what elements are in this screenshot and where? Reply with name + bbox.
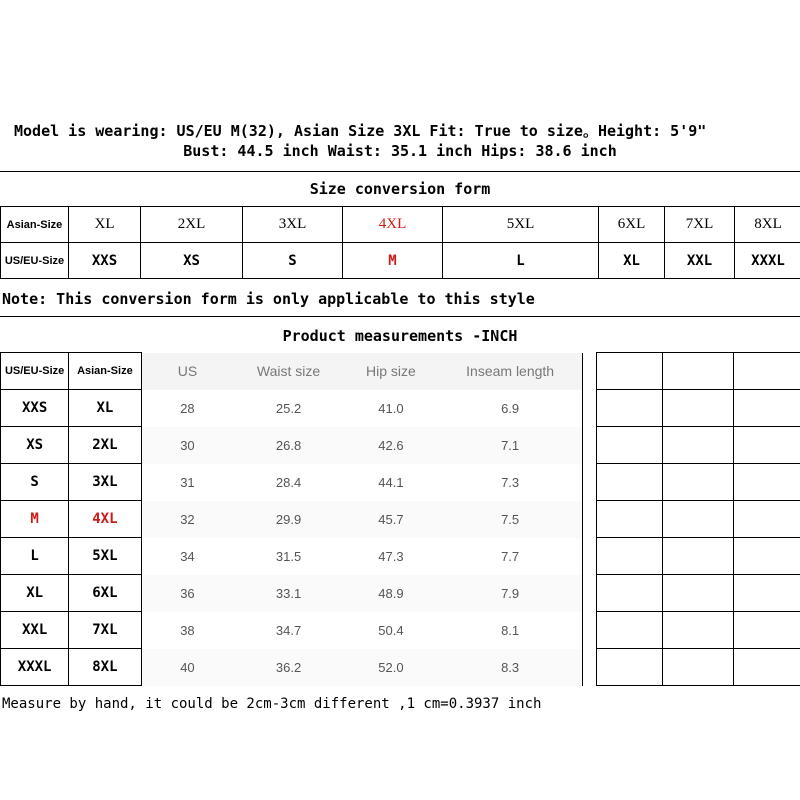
empty-cell <box>733 612 800 649</box>
hip-value: 50.4 <box>344 612 438 649</box>
asian-size-value: XL <box>69 390 141 427</box>
asian-size-value: 8XL <box>69 649 141 686</box>
empty-cell <box>583 390 597 427</box>
useu-size-cell: S <box>243 243 343 279</box>
empty-cell <box>663 464 733 501</box>
empty-cell <box>733 575 800 612</box>
empty-cell <box>597 464 663 501</box>
empty-cell <box>597 612 663 649</box>
hip-value: 47.3 <box>344 538 438 575</box>
us-value: 36 <box>141 575 233 612</box>
inseam-value: 7.7 <box>438 538 583 575</box>
asian-size-cell: 2XL <box>141 207 243 243</box>
hip-value: 52.0 <box>344 649 438 686</box>
measurements-row <box>1 612 800 649</box>
waist-value: 28.4 <box>233 464 343 501</box>
useu-size-value: L <box>1 538 69 575</box>
product-measurements-table <box>0 352 800 686</box>
us-value: 30 <box>141 427 233 464</box>
useu-size-label: US/EU-Size <box>1 243 69 279</box>
inseam-value: 6.9 <box>438 390 583 427</box>
empty-cell <box>583 649 597 686</box>
empty-cell <box>583 501 597 538</box>
empty-cell <box>597 538 663 575</box>
empty-cell <box>583 538 597 575</box>
useu-size-cell: XXXL <box>735 243 800 279</box>
waist-value: 31.5 <box>233 538 343 575</box>
waist-value: 33.1 <box>233 575 343 612</box>
inseam-value: 7.3 <box>438 464 583 501</box>
conversion-title: Size conversion form <box>0 171 800 207</box>
asian-size-cell-highlighted: 4XL <box>343 207 443 243</box>
useu-size-cell: L <box>443 243 599 279</box>
empty-cell <box>733 427 800 464</box>
useu-size-cell-highlighted: M <box>343 243 443 279</box>
empty-cell <box>733 464 800 501</box>
empty-cell <box>597 575 663 612</box>
asian-size-cell: 8XL <box>735 207 800 243</box>
hip-value: 48.9 <box>344 575 438 612</box>
useu-size-value: XXXL <box>1 649 69 686</box>
empty-cell <box>733 501 800 538</box>
body-measurements-line: Bust: 44.5 inch Waist: 35.1 inch Hips: 38.6 inch <box>183 142 617 160</box>
useu-size-row <box>1 243 800 279</box>
header-hip-size: Hip size <box>344 353 438 390</box>
empty-cell <box>583 353 597 390</box>
waist-value: 36.2 <box>233 649 343 686</box>
waist-value: 29.9 <box>233 501 343 538</box>
asian-size-value: 4XL <box>69 501 141 538</box>
useu-size-value: S <box>1 464 69 501</box>
hip-value: 42.6 <box>344 427 438 464</box>
header-us: US <box>141 353 233 390</box>
useu-size-value: XXL <box>1 612 69 649</box>
waist-value: 26.8 <box>233 427 343 464</box>
empty-cell <box>583 612 597 649</box>
measurements-header-row <box>1 353 800 390</box>
measurements-title: Product measurements -INCH <box>0 316 800 353</box>
hip-value: 41.0 <box>344 390 438 427</box>
us-value: 40 <box>141 649 233 686</box>
header-waist-size: Waist size <box>233 353 343 390</box>
useu-size-value: XXS <box>1 390 69 427</box>
measurements-row <box>1 427 800 464</box>
us-value: 28 <box>141 390 233 427</box>
asian-size-value: 7XL <box>69 612 141 649</box>
measurements-row <box>1 501 800 538</box>
inseam-value: 8.1 <box>438 612 583 649</box>
header-asian-size: Asian-Size <box>69 353 141 390</box>
us-value: 38 <box>141 612 233 649</box>
size-conversion-table <box>0 206 800 279</box>
useu-size-cell: XS <box>141 243 243 279</box>
useu-size-value: M <box>1 501 69 538</box>
measurements-row <box>1 390 800 427</box>
measure-disclaimer: Measure by hand, it could be 2cm-3cm different ,1 cm=0.3937 inch <box>2 696 542 712</box>
empty-cell <box>663 353 733 390</box>
asian-size-cell: 5XL <box>443 207 599 243</box>
asian-size-row <box>1 207 800 243</box>
empty-cell <box>597 427 663 464</box>
empty-cell <box>663 575 733 612</box>
empty-cell <box>663 390 733 427</box>
waist-value: 34.7 <box>233 612 343 649</box>
asian-size-value: 2XL <box>69 427 141 464</box>
asian-size-cell: 3XL <box>243 207 343 243</box>
inseam-value: 8.3 <box>438 649 583 686</box>
empty-cell <box>583 575 597 612</box>
empty-cell <box>663 501 733 538</box>
empty-cell <box>583 427 597 464</box>
waist-value: 25.2 <box>233 390 343 427</box>
inseam-value: 7.5 <box>438 501 583 538</box>
empty-cell <box>597 390 663 427</box>
us-value: 31 <box>141 464 233 501</box>
useu-size-cell: XXL <box>665 243 735 279</box>
empty-cell <box>733 649 800 686</box>
inseam-value: 7.1 <box>438 427 583 464</box>
empty-cell <box>663 612 733 649</box>
useu-size-value: XL <box>1 575 69 612</box>
us-value: 32 <box>141 501 233 538</box>
empty-cell <box>663 427 733 464</box>
asian-size-value: 5XL <box>69 538 141 575</box>
empty-cell <box>597 649 663 686</box>
model-info-line: Model is wearing: US/EU M(32), Asian Size 3XL Fit: True to size。Height: 5'9" <box>14 122 707 140</box>
empty-cell <box>583 464 597 501</box>
empty-cell <box>733 538 800 575</box>
empty-cell <box>663 649 733 686</box>
hip-value: 45.7 <box>344 501 438 538</box>
conversion-note: Note: This conversion form is only applicable to this style <box>2 290 535 308</box>
empty-cell <box>597 501 663 538</box>
header-useu-size: US/EU-Size <box>1 353 69 390</box>
inseam-value: 7.9 <box>438 575 583 612</box>
useu-size-cell: XXS <box>69 243 141 279</box>
measurements-row <box>1 649 800 686</box>
asian-size-cell: 6XL <box>599 207 665 243</box>
empty-cell <box>733 353 800 390</box>
empty-cell <box>733 390 800 427</box>
hip-value: 44.1 <box>344 464 438 501</box>
useu-size-value: XS <box>1 427 69 464</box>
measurements-row <box>1 575 800 612</box>
us-value: 34 <box>141 538 233 575</box>
measurements-row <box>1 464 800 501</box>
empty-cell <box>597 353 663 390</box>
measurements-row <box>1 538 800 575</box>
asian-size-cell: 7XL <box>665 207 735 243</box>
empty-cell <box>663 538 733 575</box>
asian-size-label: Asian-Size <box>1 207 69 243</box>
asian-size-cell: XL <box>69 207 141 243</box>
useu-size-cell: XL <box>599 243 665 279</box>
asian-size-value: 6XL <box>69 575 141 612</box>
header-inseam-length: Inseam length <box>438 353 583 390</box>
asian-size-value: 3XL <box>69 464 141 501</box>
